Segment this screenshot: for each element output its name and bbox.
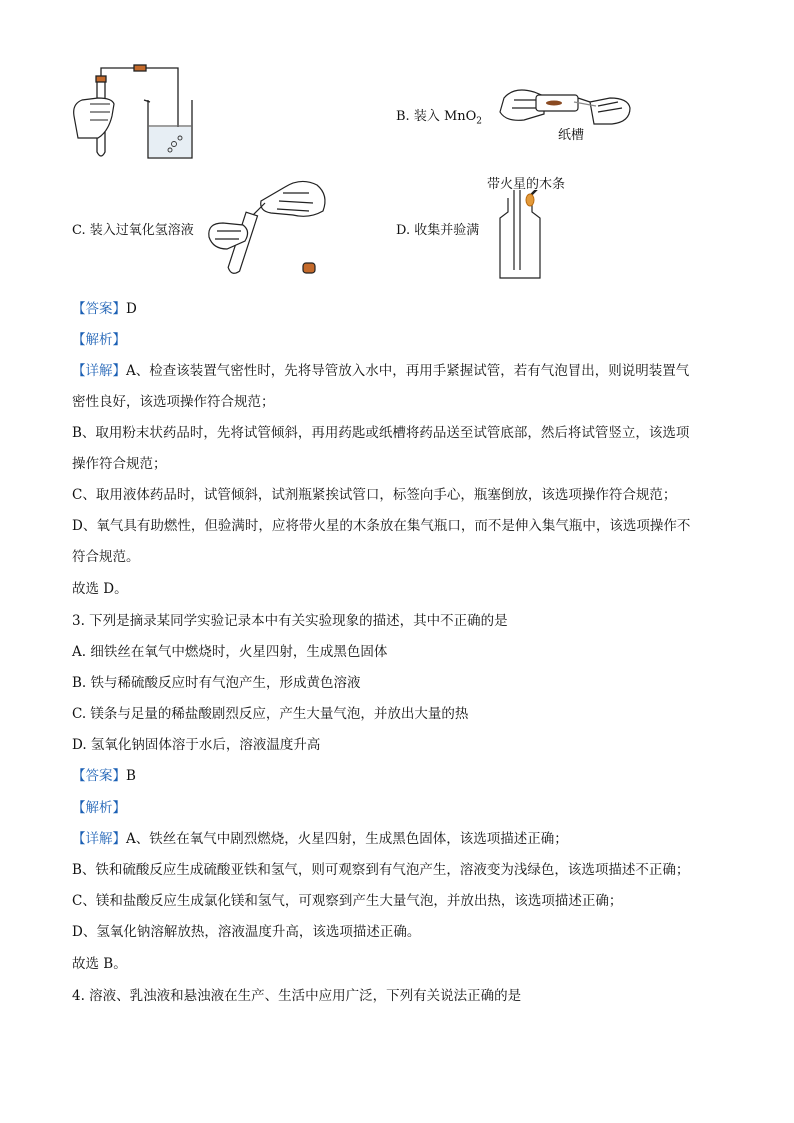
figure-d-collect-verify [490, 190, 550, 285]
q3-analysis-tag: 【解析】 [72, 800, 126, 816]
q3-detail-line-2: B、铁和硫酸反应生成硫酸亚铁和氢气，则可观察到有气泡产生，溶液变为浅绿色，该选项描述不正确； [72, 862, 690, 878]
q2-answer [72, 297, 137, 317]
q3-answer [72, 764, 136, 784]
q2-conclusion: 故选 D。 [72, 581, 128, 597]
q2-detail-tag: 【详解】 [72, 363, 126, 379]
figure-b-label-subscript: 2 [476, 116, 483, 127]
figure-b-caption: 纸槽 [558, 128, 585, 143]
q3-option-c: C. 镁条与足量的稀盐酸剧烈反应，产生大量气泡，并放出大量的热 [72, 706, 469, 722]
q2-detail-line-5: C、取用液体药品时，试管倾斜，试剂瓶紧挨试管口，标签向手心，瓶塞倒放，该选项操作符合规范； [72, 487, 677, 503]
q2-detail-line-2: 密性良好，该选项操作符合规范； [72, 394, 275, 410]
q2-detail-line-7: 符合规范。 [72, 549, 140, 565]
figure-d-label: D. 收集并验满 [396, 223, 480, 238]
q3-option-d: D. 氢氧化钠固体溶于水后，溶液温度升高 [72, 737, 321, 753]
q4-stem: 4. 溶液、乳浊液和悬浊液在生产、生活中应用广泛，下列有关说法正确的是 [72, 988, 522, 1004]
q3-option-b: B. 铁与稀硫酸反应时有气泡产生，形成黄色溶液 [72, 675, 361, 691]
figure-c-label: C. 装入过氧化氢溶液 [72, 223, 194, 238]
figure-c-pouring-liquid [205, 175, 335, 280]
figure-b-label-text: B. 装入 MnO [396, 109, 477, 124]
q3-detail-tag: 【详解】 [72, 831, 126, 847]
q2-detail-line-3: B、取用粉末状药品时，先将试管倾斜，再用药匙或纸槽将药品送至试管底部，然后将试管竖立，该选项 [72, 425, 690, 441]
q3-conclusion: 故选 B。 [72, 956, 127, 972]
q2-answer-tag: 【答案】 [72, 301, 126, 317]
q2-detail-line-4: 操作符合规范； [72, 456, 167, 472]
q2-analysis-tag: 【解析】 [72, 332, 126, 348]
q2-answer-value: D [126, 301, 137, 317]
q3-detail-text-1: A、铁丝在氧气中剧烈燃烧，火星四射，生成黑色固体，该选项描述正确； [126, 831, 568, 847]
figure-d-caption: 带火星的木条 [487, 177, 566, 192]
q3-detail-line-1 [72, 827, 568, 847]
q3-answer-tag: 【答案】 [72, 768, 126, 784]
q2-detail-line-1 [72, 359, 689, 379]
q3-detail-line-3: C、镁和盐酸反应生成氯化镁和氢气，可观察到产生大量气泡，并放出热，该选项描述正确； [72, 893, 623, 909]
q3-detail-line-4: D、氢氧化钠溶解放热，溶液温度升高，该选项描述正确。 [72, 924, 421, 940]
figure-a-airtightness [70, 60, 210, 165]
figure-b-label [396, 105, 482, 127]
q3-answer-value: B [126, 768, 136, 784]
q3-option-a: A. 细铁丝在氧气中燃烧时，火星四射，生成黑色固体 [72, 644, 388, 660]
q2-detail-line-6: D、氧气具有助燃性，但验满时，应将带火星的木条放在集气瓶口，而不是伸入集气瓶中，该选项操作不 [72, 518, 691, 534]
q3-stem: 3. 下列是摘录某同学实验记录本中有关实验现象的描述，其中不正确的是 [72, 613, 508, 629]
q2-detail-text-1: A、检查该装置气密性时，先将导管放入水中，再用手紧握试管，若有气泡冒出，则说明装置气 [126, 363, 690, 379]
